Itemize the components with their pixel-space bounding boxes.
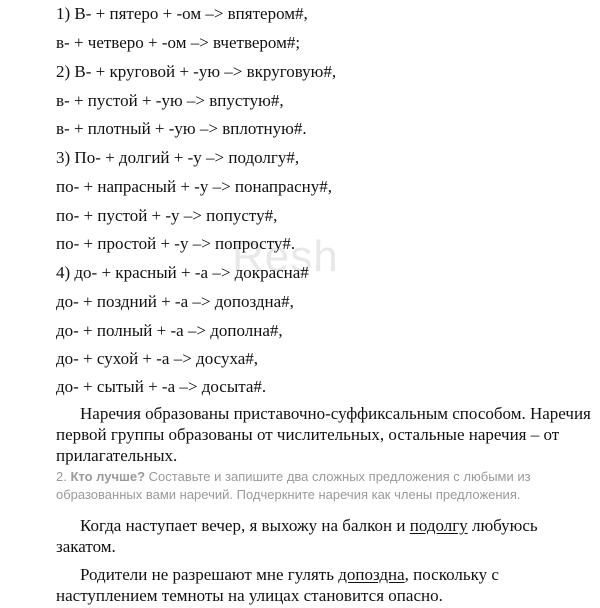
conclusion-line: Наречия образованы приставочно-суффиксальным способом. Наречия	[80, 404, 591, 423]
derivation-line: 4) до- + красный + -а –> докрасна#	[56, 263, 309, 282]
derivation-line: в- + пустой + -ую –> впустую#,	[56, 91, 284, 110]
derivation-line: в- + плотный + -ую –> вплотную#.	[56, 119, 307, 138]
sentence-text: Когда наступает вечер, я выхожу на балкон и	[80, 516, 410, 535]
derivation-line: до- + полный + -а –> дополна#,	[56, 321, 283, 340]
derivation-line: 2) В- + круговой + -ую –> вкруговую#,	[56, 62, 337, 81]
derivation-line: по- + пустой + -у –> попусту#,	[56, 206, 278, 225]
derivation-line: до- + поздний + -а –> допоздна#,	[56, 292, 294, 311]
derivation-line: до- + сытый + -а –> досыта#.	[56, 377, 267, 396]
sentence-line	[80, 515, 600, 536]
underlined-adverb: допоздна	[338, 565, 405, 584]
derivation-line: по- + простой + -у –> попросту#.	[56, 234, 296, 253]
underlined-adverb: подолгу	[409, 516, 468, 535]
derivation-line: в- + четверо + -ом –> вчетвером#;	[56, 33, 301, 52]
derivation-line: 1) В- + пятеро + -ом –> впятером#,	[56, 4, 308, 23]
derivation-line: 3) По- + долгий + -у –> подолгу#,	[56, 148, 300, 167]
sentence-text: , поскольку с	[404, 565, 499, 584]
task-text: Составьте и запишите два сложных предложения с любыми из	[148, 469, 531, 484]
derivation-line: по- + напрасный + -у –> понапрасну#,	[56, 177, 332, 196]
sentence-line	[80, 564, 600, 585]
sentence-line: закатом.	[56, 537, 116, 556]
conclusion-line: первой группы образованы от числительных, остальные наречия – от	[56, 425, 560, 444]
sentence-text: Родители не разрешают мне гулять	[80, 565, 339, 584]
task-line	[56, 468, 596, 486]
watermark: Resh	[232, 232, 339, 281]
derivation-line: до- + сухой + -а –> досуха#,	[56, 349, 259, 368]
sentence-line: наступлением темноты на улицах становится опасно.	[56, 586, 443, 605]
task-line: образованных вами наречий. Подчеркните наречия как члены предложения.	[56, 487, 521, 502]
task-title: Кто лучше?	[70, 469, 146, 484]
sentence-text: любуюсь	[467, 516, 538, 535]
conclusion-line: прилагательных.	[56, 446, 178, 465]
task-number: 2.	[56, 469, 67, 484]
